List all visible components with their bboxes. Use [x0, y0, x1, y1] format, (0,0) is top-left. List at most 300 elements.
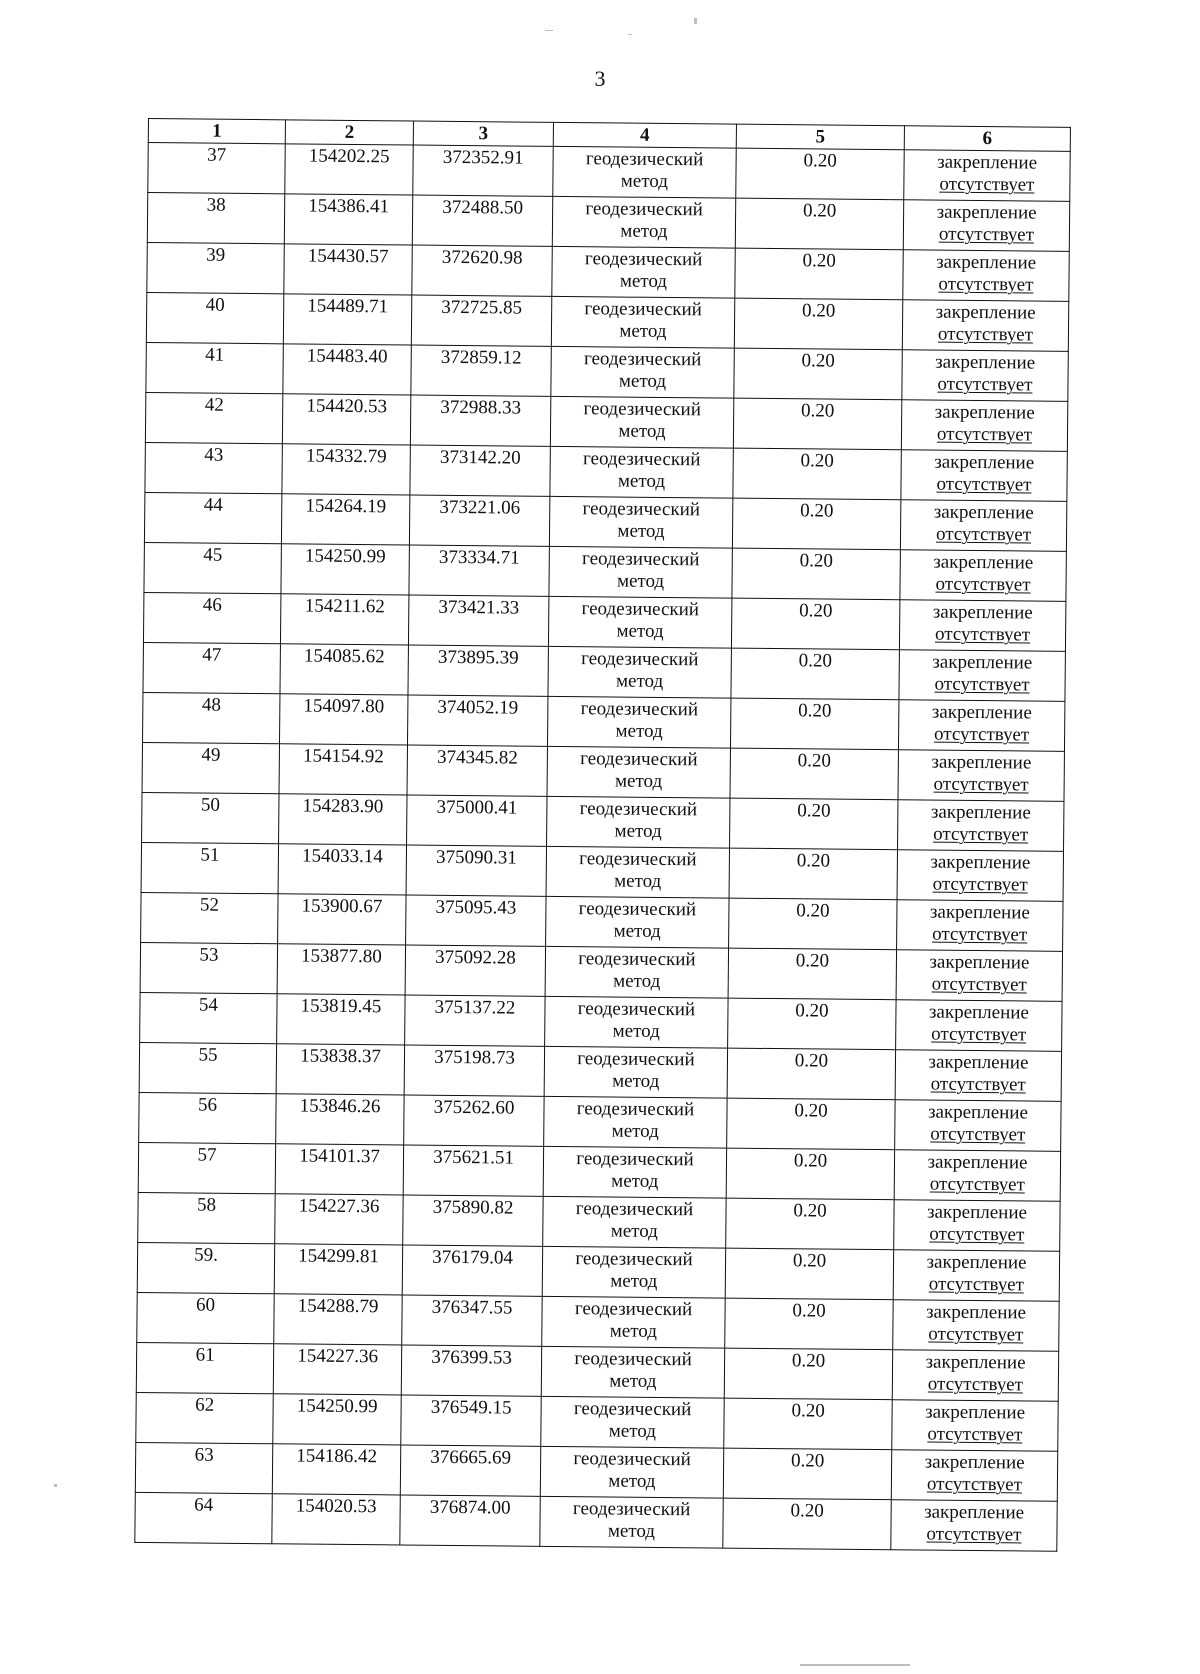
method-cell [542, 1296, 725, 1348]
scan-speck [628, 34, 632, 35]
method-line-2: метод [607, 1520, 656, 1542]
fixing-line-2: отсутствует [931, 973, 1027, 996]
method-cell [547, 696, 730, 748]
fixing-line-2: отсутствует [938, 273, 1034, 296]
accuracy-cell: 0.20 [724, 1348, 892, 1400]
point-number-cell: 40 [146, 292, 283, 343]
table-row [144, 492, 1066, 551]
coordinate-y-cell: 372620.98 [412, 245, 552, 296]
point-number-cell: 43 [145, 442, 282, 493]
method-line-1: геодезический [576, 1148, 694, 1171]
coordinate-x-cell: 154386.41 [284, 194, 412, 245]
coordinate-y-cell: 375137.22 [405, 995, 545, 1046]
coordinate-y-cell: 376874.00 [400, 1495, 540, 1546]
method-line-2: метод [618, 420, 666, 442]
accuracy-cell: 0.20 [730, 748, 898, 800]
method-cell [547, 796, 730, 848]
method-cell [543, 1196, 726, 1248]
method-line-1: геодезический [581, 548, 700, 571]
point-number-cell: 62 [136, 1392, 273, 1443]
method-line-2: метод [610, 1270, 658, 1292]
accuracy-cell: 0.20 [730, 698, 898, 750]
method-line-1: геодезический [581, 598, 700, 621]
accuracy-cell: 0.20 [736, 148, 904, 200]
accuracy-cell: 0.20 [733, 448, 901, 500]
method-cell [548, 596, 731, 648]
method-line-1: геодезический [578, 898, 697, 921]
fixing-line-1: закрепление [935, 351, 1036, 374]
point-number-cell: 64 [135, 1492, 272, 1543]
point-number-cell: 53 [140, 942, 277, 993]
method-cell [540, 1446, 723, 1498]
table-row [144, 542, 1066, 601]
fixing-line-1: закрепление [934, 401, 1035, 424]
coordinate-x-cell: 154420.53 [282, 394, 410, 445]
fixing-line-1: закрепление [924, 1501, 1025, 1524]
fixing-cell [895, 1100, 1061, 1152]
method-cell [550, 396, 733, 448]
method-cell [540, 1496, 723, 1548]
accuracy-cell: 0.20 [733, 398, 901, 450]
coordinate-y-cell: 373334.71 [409, 545, 549, 596]
fixing-cell [898, 800, 1064, 852]
coordinate-x-cell: 154227.36 [275, 1194, 403, 1245]
coordinate-x-cell: 154211.62 [280, 594, 408, 645]
fixing-line-1: закрепление [924, 1451, 1025, 1474]
method-line-2: метод [612, 1020, 660, 1042]
fixing-line-1: закрепление [931, 751, 1032, 774]
accuracy-cell: 0.20 [725, 1298, 893, 1350]
column-header: 3 [413, 121, 553, 146]
point-number-cell: 57 [138, 1142, 275, 1193]
coordinate-y-cell: 372725.85 [411, 295, 551, 346]
fixing-line-1: закрепление [936, 201, 1037, 224]
method-cell [551, 296, 734, 348]
method-line-1: геодезический [585, 148, 704, 171]
fixing-line-1: закрепление [935, 301, 1036, 324]
method-line-2: метод [616, 620, 664, 642]
point-number-cell: 38 [147, 193, 284, 244]
coordinate-y-cell: 375198.73 [404, 1045, 544, 1096]
table-row [140, 992, 1062, 1051]
method-line-2: метод [608, 1420, 657, 1442]
table-row [138, 1192, 1060, 1251]
method-line-2: метод [615, 720, 663, 742]
method-cell [550, 446, 733, 498]
coordinate-x-cell: 154250.99 [281, 544, 409, 595]
method-line-1: геодезический [574, 1298, 693, 1321]
method-cell [544, 1096, 727, 1148]
fixing-line-2: отсутствует [932, 873, 1028, 896]
method-cell [542, 1246, 725, 1298]
method-line-1: геодезический [578, 948, 696, 971]
scan-speck [545, 30, 553, 31]
fixing-cell [898, 750, 1064, 802]
coordinate-y-cell: 372352.91 [413, 145, 553, 196]
coordinate-y-cell: 375092.28 [405, 945, 545, 996]
fixing-line-1: закрепление [926, 1201, 1028, 1224]
accuracy-cell: 0.20 [727, 1048, 895, 1100]
fixing-line-2: отсутствует [937, 373, 1033, 396]
fixing-line-2: отсутствует [933, 773, 1029, 796]
accuracy-cell: 0.20 [726, 1198, 894, 1250]
method-line-1: геодезический [585, 198, 703, 221]
coordinate-x-cell: 154033.14 [278, 844, 406, 895]
fixing-cell [901, 400, 1067, 452]
fixing-cell [903, 200, 1069, 252]
coordinates-table [134, 118, 1071, 1552]
fixing-line-2: отсутствует [936, 473, 1032, 496]
fixing-line-2: отсутствует [932, 923, 1028, 946]
fixing-line-1: закрепление [925, 1401, 1026, 1424]
accuracy-cell: 0.20 [731, 598, 899, 650]
fixing-cell [904, 150, 1070, 202]
table-row [136, 1392, 1058, 1451]
fixing-line-1: закрепление [925, 1351, 1026, 1374]
fixing-line-1: закрепление [934, 451, 1035, 474]
method-line-1: геодезический [579, 798, 698, 821]
fixing-line-1: закрепление [925, 1301, 1027, 1324]
fixing-line-2: отсутствует [928, 1323, 1024, 1346]
method-line-1: геодезический [577, 1048, 695, 1071]
table-row [141, 892, 1063, 951]
fixing-line-1: закрепление [932, 601, 1033, 624]
fixing-line-1: закрепление [933, 551, 1034, 574]
column-header: 1 [148, 119, 285, 144]
table-row [139, 1092, 1061, 1151]
fixing-line-1: закрепление [927, 1101, 1029, 1124]
method-line-1: геодезический [574, 1348, 692, 1371]
coordinate-x-cell: 154101.37 [275, 1144, 403, 1195]
coordinate-y-cell: 376399.53 [401, 1345, 541, 1396]
fixing-line-2: отсутствует [926, 1523, 1022, 1546]
fixing-cell [896, 950, 1062, 1002]
table-row [146, 342, 1068, 401]
accuracy-cell: 0.20 [734, 298, 902, 350]
method-cell [549, 496, 732, 548]
fixing-line-2: отсутствует [938, 223, 1035, 246]
coordinate-x-cell: 154227.36 [273, 1344, 401, 1395]
fixing-line-2: отсутствует [934, 673, 1030, 696]
table-row [148, 143, 1070, 202]
method-line-1: геодезический [575, 1198, 694, 1221]
fixing-line-2: отсутствует [933, 823, 1029, 846]
fixing-line-1: закрепление [929, 951, 1030, 974]
table-body [135, 143, 1070, 1552]
point-number-cell: 61 [136, 1342, 273, 1393]
fixing-line-1: закрепление [937, 151, 1038, 174]
coordinate-x-cell: 153900.67 [278, 894, 406, 945]
fixing-cell [899, 600, 1065, 652]
accuracy-cell: 0.20 [728, 948, 896, 1000]
coordinate-x-cell: 153877.80 [277, 944, 405, 995]
method-line-1: геодезический [583, 398, 702, 421]
method-line-2: метод [610, 1220, 658, 1242]
point-number-cell: 52 [141, 892, 278, 943]
fixing-cell [899, 650, 1065, 702]
coordinate-y-cell: 373421.33 [408, 595, 548, 646]
point-number-cell: 47 [143, 642, 280, 693]
method-line-2: метод [614, 820, 662, 842]
accuracy-cell: 0.20 [729, 898, 897, 950]
fixing-line-1: закрепление [931, 701, 1032, 724]
point-number-cell: 59. [137, 1242, 274, 1293]
accuracy-cell: 0.20 [728, 998, 896, 1050]
accuracy-cell: 0.20 [735, 198, 903, 250]
method-cell [544, 1046, 727, 1098]
method-line-2: метод [619, 270, 668, 292]
method-line-2: метод [615, 670, 664, 692]
coordinate-y-cell: 375262.60 [404, 1095, 544, 1146]
method-line-2: метод [618, 370, 667, 392]
fixing-cell [896, 1000, 1062, 1052]
column-header: 2 [285, 120, 413, 145]
table-row [147, 242, 1069, 301]
method-line-1: геодезический [579, 848, 697, 871]
coordinate-x-cell: 154288.79 [274, 1294, 402, 1345]
fixing-line-2: отсутствует [933, 723, 1030, 746]
coordinate-y-cell: 375095.43 [406, 895, 546, 946]
coordinate-x-cell: 154020.53 [272, 1494, 400, 1545]
fixing-cell [902, 300, 1068, 352]
coordinate-x-cell: 154154.92 [279, 744, 407, 795]
accuracy-cell: 0.20 [731, 648, 899, 700]
point-number-cell: 41 [146, 342, 283, 393]
coordinate-x-cell: 153838.37 [276, 1044, 404, 1095]
fixing-cell [901, 450, 1067, 502]
table-row [139, 1042, 1061, 1101]
coordinate-y-cell: 376347.55 [402, 1295, 542, 1346]
fixing-line-2: отсутствует [935, 573, 1031, 596]
fixing-line-1: закрепление [927, 1151, 1028, 1174]
fixing-line-2: отсутствует [934, 623, 1031, 646]
table-row [143, 692, 1065, 751]
method-line-2: метод [616, 570, 665, 592]
point-number-cell: 49 [142, 742, 279, 793]
fixing-cell [895, 1050, 1061, 1102]
coordinate-y-cell: 372859.12 [411, 345, 551, 396]
table-row [135, 1442, 1057, 1501]
fixing-line-2: отсутствует [939, 173, 1035, 196]
coordinate-x-cell: 153846.26 [276, 1094, 404, 1145]
method-line-2: метод [608, 1470, 656, 1492]
coordinate-x-cell: 154332.79 [282, 444, 410, 495]
fixing-cell [900, 550, 1066, 602]
coordinate-y-cell: 375890.82 [403, 1195, 543, 1246]
table-row [146, 292, 1068, 351]
fixing-cell [892, 1400, 1058, 1452]
coordinate-x-cell: 154489.71 [283, 294, 411, 345]
coordinate-x-cell: 154430.57 [284, 244, 412, 295]
point-number-cell: 58 [138, 1192, 275, 1243]
column-header: 4 [553, 122, 736, 148]
accuracy-cell: 0.20 [732, 498, 900, 550]
method-cell [541, 1346, 724, 1398]
method-line-2: метод [609, 1370, 657, 1392]
accuracy-cell: 0.20 [727, 1098, 895, 1150]
coordinate-x-cell: 154202.25 [285, 144, 413, 195]
fixing-cell [897, 900, 1063, 952]
fixing-cell [894, 1200, 1060, 1252]
method-cell [546, 896, 729, 948]
method-cell [553, 146, 736, 198]
coordinate-x-cell: 154483.40 [283, 344, 411, 395]
fixing-cell [898, 700, 1064, 752]
fixing-line-2: отсутствует [926, 1473, 1023, 1496]
method-line-1: геодезический [572, 1498, 691, 1521]
accuracy-cell: 0.20 [730, 798, 898, 850]
method-line-1: геодезический [583, 348, 702, 371]
accuracy-cell: 0.20 [724, 1398, 892, 1450]
method-cell [545, 946, 728, 998]
accuracy-cell: 0.20 [723, 1498, 891, 1550]
coordinate-y-cell: 373895.39 [408, 645, 548, 696]
accuracy-cell: 0.20 [725, 1248, 893, 1300]
method-cell [551, 346, 734, 398]
scan-speck [800, 1664, 910, 1666]
method-line-1: геодезический [582, 498, 701, 521]
method-cell [552, 246, 735, 298]
coordinate-y-cell: 376549.15 [401, 1395, 541, 1446]
method-line-1: геодезический [584, 248, 703, 271]
method-line-1: геодезический [581, 648, 699, 671]
table-row [145, 442, 1067, 501]
fixing-line-1: закрепление [930, 801, 1031, 824]
accuracy-cell: 0.20 [723, 1448, 891, 1500]
table-row [143, 592, 1065, 651]
fixing-line-2: отсутствует [930, 1123, 1026, 1146]
table-row [145, 392, 1067, 451]
coordinate-y-cell: 373142.20 [410, 445, 550, 496]
point-number-cell: 37 [148, 143, 285, 194]
table-row [140, 942, 1062, 1001]
method-line-2: метод [611, 1120, 659, 1142]
point-number-cell: 48 [143, 692, 280, 743]
coordinate-x-cell: 154097.80 [279, 694, 407, 745]
table-row [138, 1142, 1060, 1201]
coordinate-y-cell: 375000.41 [407, 795, 547, 846]
coordinate-y-cell: 374052.19 [407, 695, 547, 746]
method-line-1: геодезический [584, 298, 702, 321]
coordinate-x-cell: 154283.90 [279, 794, 407, 845]
coordinate-y-cell: 376179.04 [402, 1245, 542, 1296]
fixing-line-2: отсутствует [937, 323, 1034, 346]
coordinate-x-cell: 154250.99 [273, 1394, 401, 1445]
fixing-line-1: закрепление [932, 651, 1033, 674]
coordinate-x-cell: 154299.81 [274, 1244, 402, 1295]
accuracy-cell: 0.20 [726, 1148, 894, 1200]
method-line-2: метод [620, 170, 669, 192]
accuracy-cell: 0.20 [732, 548, 900, 600]
table-row [141, 842, 1063, 901]
fixing-line-1: закрепление [929, 901, 1030, 924]
method-line-1: геодезический [582, 448, 701, 471]
fixing-line-2: отсутствует [931, 1023, 1027, 1046]
point-number-cell: 63 [135, 1442, 272, 1493]
fixing-line-2: отсутствует [936, 423, 1033, 446]
method-cell [546, 846, 729, 898]
scan-speck [54, 1484, 57, 1487]
coordinate-y-cell: 374345.82 [407, 745, 547, 796]
coordinate-y-cell: 372488.50 [412, 195, 552, 246]
page-number: 3 [594, 66, 606, 91]
method-line-2: метод [617, 520, 665, 542]
table-row [147, 193, 1069, 252]
column-header: 6 [904, 126, 1070, 152]
fixing-line-2: отсутствует [935, 523, 1032, 546]
scan-speck [694, 18, 697, 24]
fixing-cell [893, 1250, 1059, 1302]
fixing-line-2: отсутствует [928, 1273, 1024, 1296]
method-line-1: геодезический [580, 698, 699, 721]
point-number-cell: 54 [140, 992, 277, 1043]
fixing-line-2: отсутствует [930, 1073, 1026, 1096]
coordinate-y-cell: 375621.51 [403, 1145, 543, 1196]
point-number-cell: 42 [145, 392, 282, 443]
accuracy-cell: 0.20 [735, 248, 903, 300]
fixing-cell [900, 500, 1066, 552]
fixing-line-1: закрепление [928, 1001, 1030, 1024]
coordinate-y-cell: 372988.33 [410, 395, 550, 446]
method-line-2: метод [619, 320, 667, 342]
coordinate-x-cell: 154264.19 [281, 494, 409, 545]
fixing-cell [891, 1450, 1057, 1502]
method-line-2: метод [614, 770, 663, 792]
point-number-cell: 46 [143, 592, 280, 643]
accuracy-cell: 0.20 [734, 348, 902, 400]
table-row [137, 1242, 1059, 1301]
coordinate-x-cell: 154186.42 [272, 1444, 400, 1495]
point-number-cell: 56 [139, 1092, 276, 1143]
method-cell [552, 196, 735, 248]
coordinate-x-cell: 154085.62 [280, 644, 408, 695]
method-cell [548, 646, 731, 698]
coordinate-y-cell: 375090.31 [406, 845, 546, 896]
point-number-cell: 44 [144, 492, 281, 543]
method-line-2: метод [617, 470, 666, 492]
method-line-1: геодезический [580, 748, 698, 771]
method-line-2: метод [612, 1070, 660, 1092]
fixing-cell [891, 1500, 1057, 1552]
point-number-cell: 39 [147, 242, 284, 293]
method-line-1: геодезический [573, 1448, 691, 1471]
fixing-line-2: отсутствует [929, 1173, 1025, 1196]
fixing-cell [894, 1150, 1060, 1202]
fixing-cell [893, 1300, 1059, 1352]
method-cell [543, 1146, 726, 1198]
table-row [137, 1292, 1059, 1351]
accuracy-cell: 0.20 [729, 848, 897, 900]
method-line-1: геодезический [573, 1398, 692, 1421]
fixing-cell [897, 850, 1063, 902]
column-header: 5 [736, 124, 904, 150]
method-line-2: метод [613, 920, 661, 942]
fixing-line-2: отсутствует [927, 1373, 1023, 1396]
method-cell [547, 746, 730, 798]
method-cell [545, 996, 728, 1048]
method-line-2: метод [614, 870, 662, 892]
table-row [143, 642, 1065, 701]
coordinate-x-cell: 153819.45 [277, 994, 405, 1045]
method-line-1: геодезический [575, 1248, 693, 1271]
method-line-2: метод [620, 220, 668, 242]
coordinate-y-cell: 376665.69 [400, 1445, 540, 1496]
method-line-2: метод [611, 1170, 659, 1192]
table-row [135, 1492, 1057, 1551]
point-number-cell: 50 [142, 792, 279, 843]
coordinate-y-cell: 373221.06 [409, 495, 549, 546]
method-line-1: геодезический [576, 1098, 695, 1121]
